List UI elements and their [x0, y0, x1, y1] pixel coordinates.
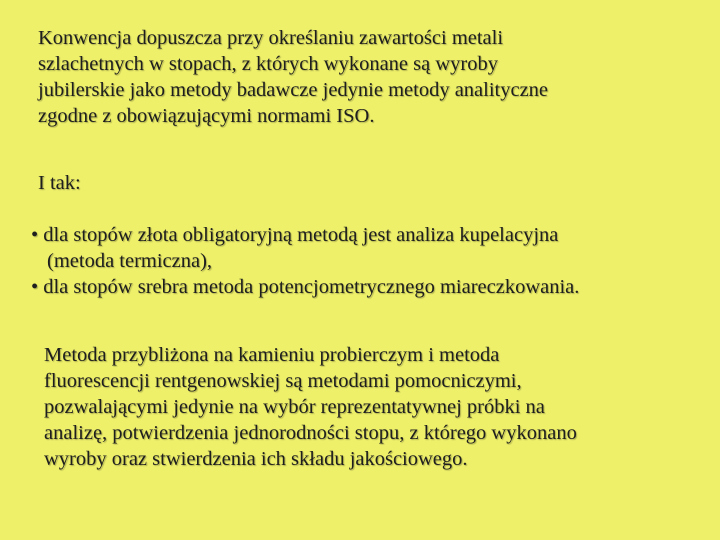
bullet-text: dla stopów srebra metoda potencjometrycznego miareczkowania. — [43, 276, 580, 298]
intro-paragraph — [38, 25, 548, 129]
bullet-list — [31, 222, 579, 300]
i-tak-text: I tak: — [38, 172, 81, 194]
bullet-icon: • — [31, 224, 39, 246]
i-tak-label — [38, 170, 81, 196]
bullet-item-silver — [31, 274, 579, 300]
intro-line: zgodne z obowiązującymi normami ISO. — [38, 105, 375, 127]
closing-line: wyroby oraz stwierdzenia ich składu jakościowego. — [44, 448, 468, 470]
intro-line: Konwencja dopuszcza przy określaniu zawartości metali — [38, 27, 504, 49]
closing-line: Metoda przybliżona na kamieniu probierczym i metoda — [44, 344, 500, 366]
intro-line: szlachetnych w stopach, z których wykonane są wyroby — [38, 53, 498, 75]
bullet-item-gold — [31, 222, 579, 248]
closing-line: fluorescencji rentgenowskiej są metodami pomocniczymi, — [44, 370, 522, 392]
bullet-text: dla stopów złota obligatoryjną metodą jest analiza kupelacyjna — [43, 224, 559, 246]
closing-line: analizę, potwierdzenia jednorodności stopu, z którego wykonano — [44, 422, 577, 444]
closing-line: pozwalającymi jedynie na wybór reprezentatywnej próbki na — [44, 396, 545, 418]
closing-paragraph — [44, 342, 577, 472]
bullet-continuation: (metoda termiczna), — [47, 250, 213, 272]
intro-line: jubilerskie jako metody badawcze jedynie metody analityczne — [38, 79, 549, 101]
bullet-icon: • — [31, 276, 39, 298]
